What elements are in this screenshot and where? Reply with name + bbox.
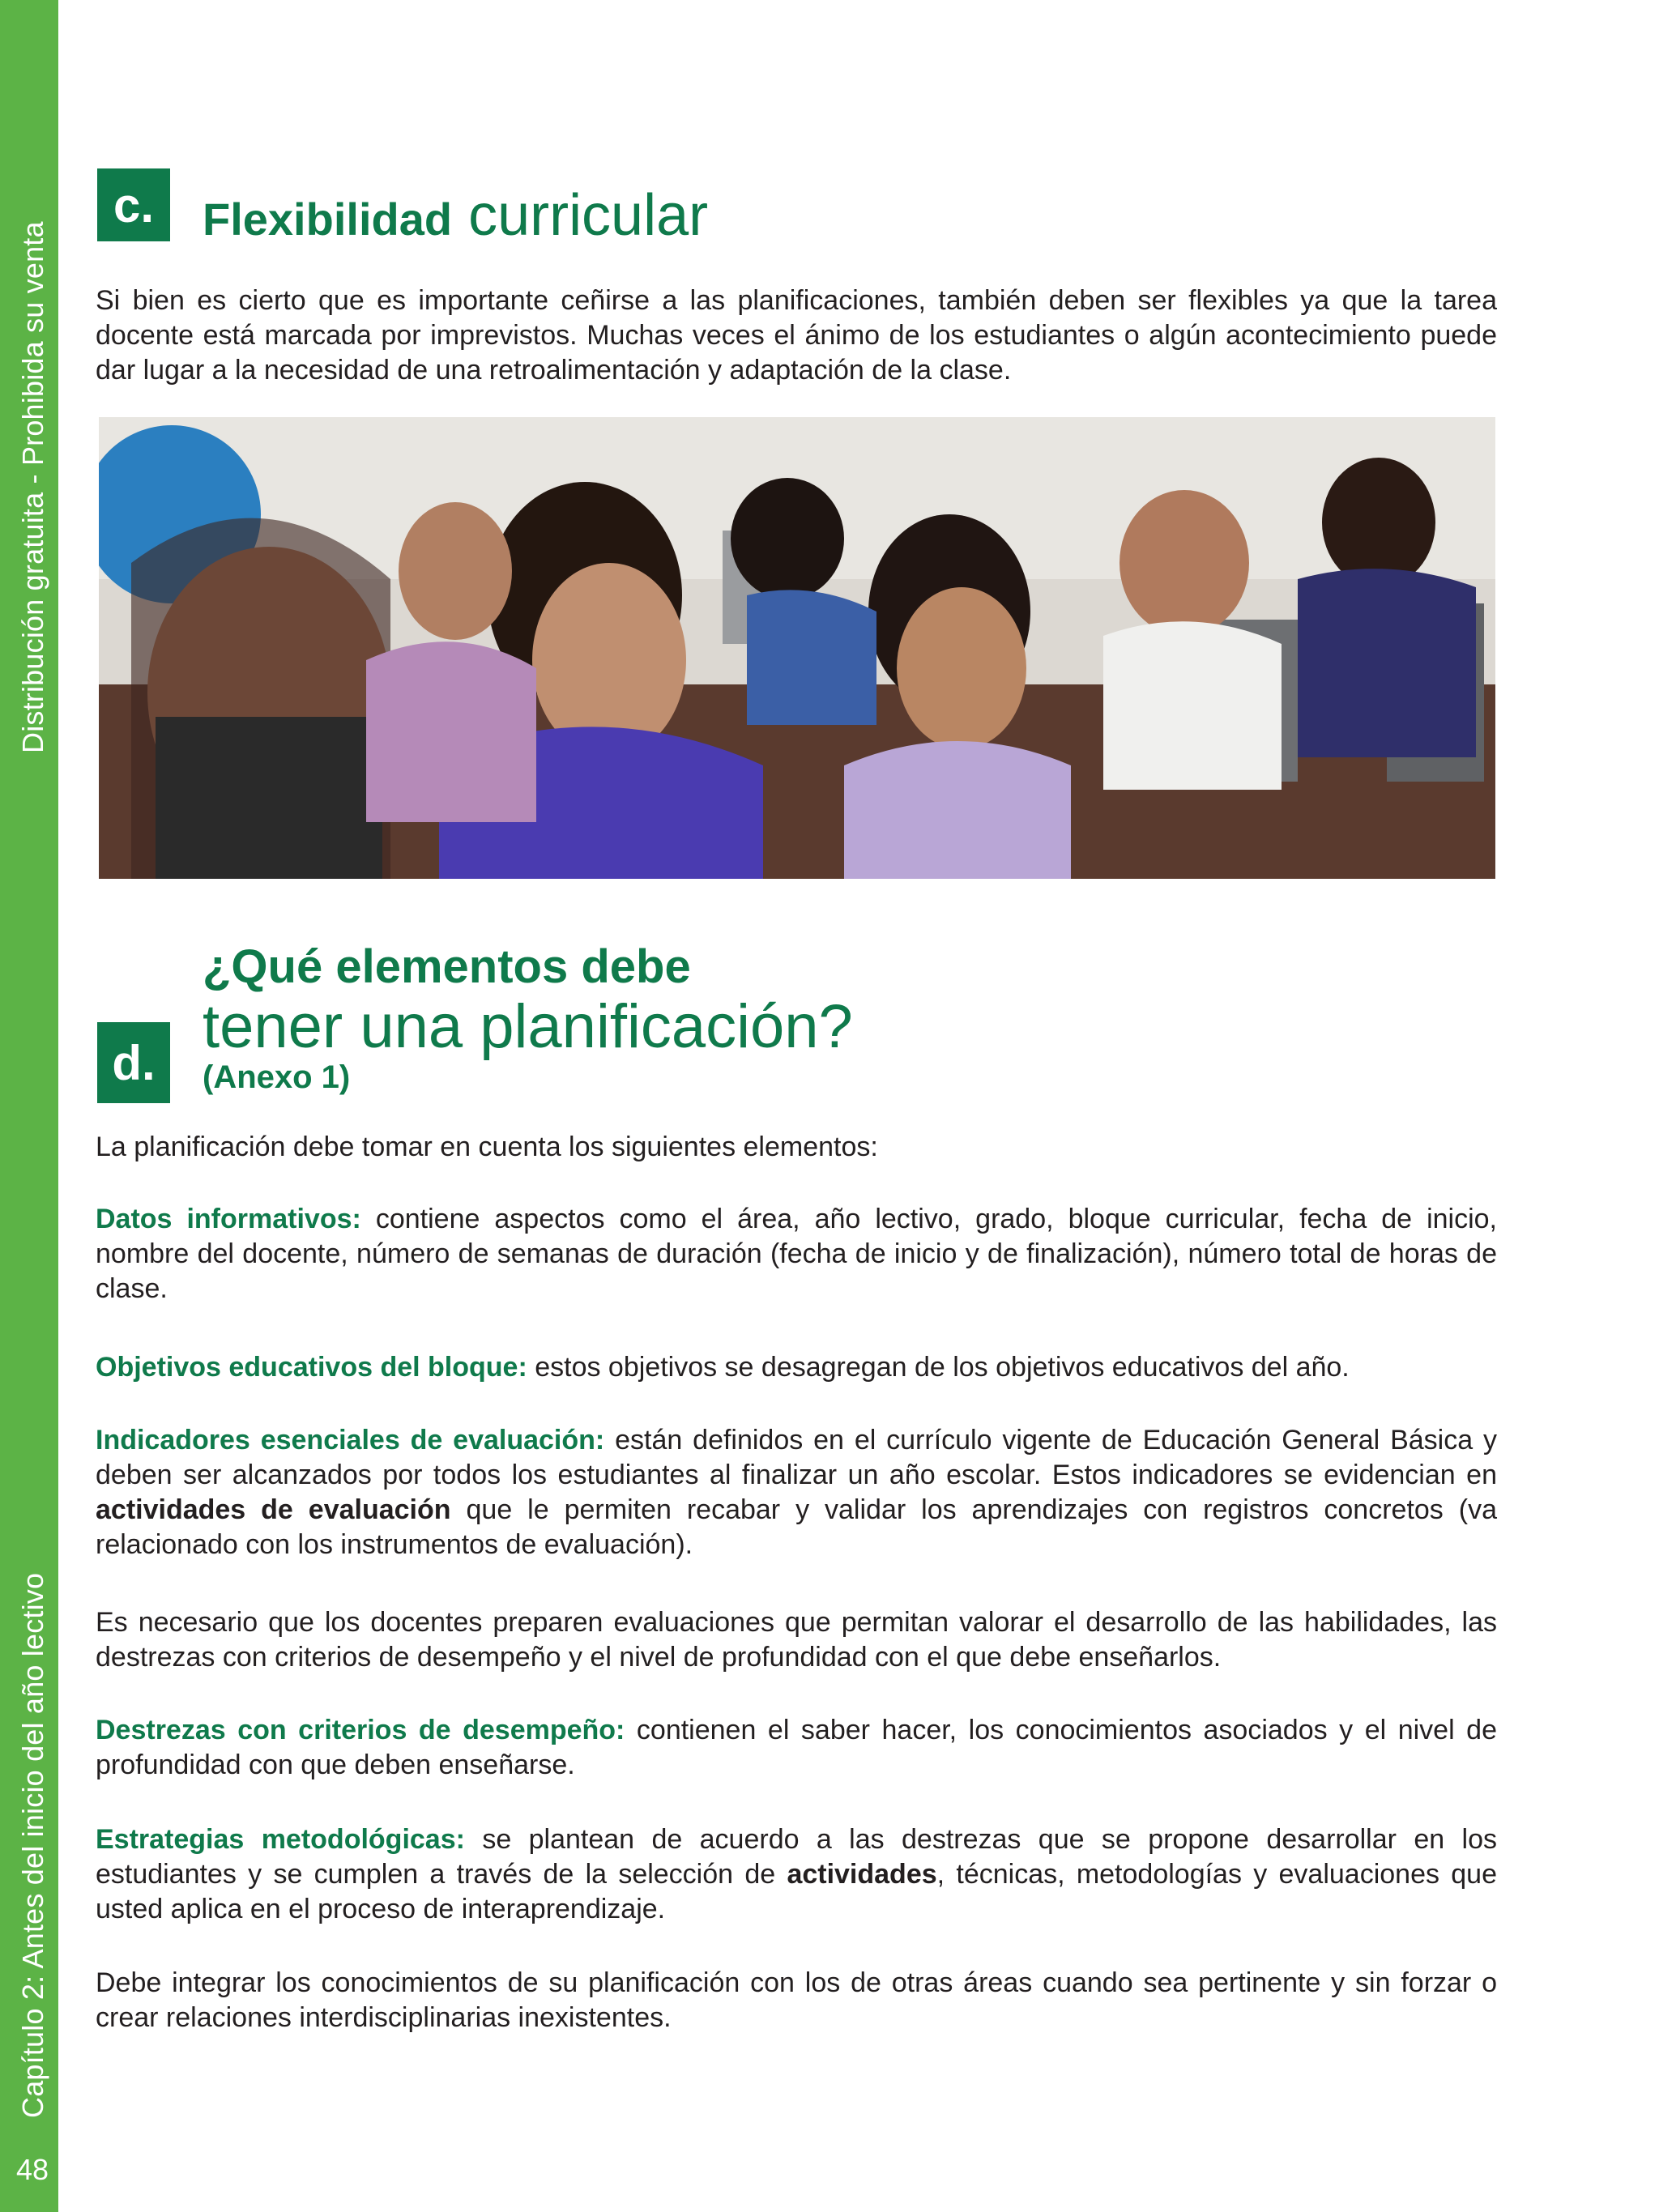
indicadores-strong: actividades de evaluación: [96, 1494, 451, 1525]
indicadores-text-2: que le permiten recabar y validar los aprendizajes con registros concretos (va relacionado con los instrumentos de evaluación).: [96, 1494, 1497, 1560]
destrezas-paragraph: [96, 1713, 1497, 1783]
section-c-badge: c.: [97, 168, 170, 241]
estrategias-strong: actividades: [787, 1859, 937, 1890]
indicadores-paragraph: [96, 1423, 1497, 1562]
indicadores-text-1: están definidos en el currículo vigente de Educación General Básica y deben ser alcanzados por todos los estudiantes al finalizar un año escolar. Estos indicadores se evidencian en: [96, 1425, 1498, 1490]
section-c-paragraph: Si bien es cierto que es importante ceñirse a las planificaciones, también deben ser flexibles ya que la tarea docente está marcada por imprevistos. Muchas veces el ánimo de los estudiantes o algún acontecimiento puede dar lugar a la necesidad de una retroalimentación y adaptación de la clase.: [96, 285, 1497, 386]
objetivos-term: Objetivos educativos del bloque:: [96, 1352, 527, 1383]
section-d-intro: La planificación debe tomar en cuenta los siguientes elementos:: [96, 1132, 878, 1162]
destrezas-term: Destrezas con criterios de desempeño:: [96, 1715, 625, 1745]
section-d-badge: d.: [97, 1022, 170, 1103]
datos-informativos-paragraph: [96, 1202, 1497, 1306]
section-d-title-line1: ¿Qué elementos debe: [203, 940, 691, 993]
estrategias-term: Estrategias metodológicas:: [96, 1824, 465, 1855]
destrezas-text: contienen el saber hacer, los conocimientos asociados y el nivel de profundidad con que deben enseñarse.: [96, 1715, 1497, 1780]
estrategias-text-2: , técnicas, metodologías y evaluaciones que usted aplica en el proceso de interaprendizaje.: [96, 1859, 1497, 1924]
objetivos-paragraph: [96, 1350, 1497, 1385]
estrategias-paragraph: [96, 1822, 1497, 1927]
indicadores-term: Indicadores esenciales de evaluación:: [96, 1425, 605, 1455]
section-d-title-line2: tener una planificación?: [203, 992, 853, 1061]
sidebar-chapter-label: Capítulo 2: Antes del inicio del año lectivo: [16, 1572, 49, 2118]
objetivos-text: estos objetivos se desagregan de los objetivos educativos del año.: [527, 1352, 1350, 1383]
necesario-paragraph: Es necesario que los docentes preparen evaluaciones que permitan valorar el desarrollo de las habilidades, las destrezas con criterios de desempeño y el nivel de profundidad con el que debe enseñarlos.: [96, 1607, 1497, 1673]
section-c-title: [203, 182, 708, 249]
section-d-title-annex: (Anexo 1): [203, 1059, 351, 1095]
estrategias-text-1: se plantean de acuerdo a las destrezas que se propone desarrollar en los estudiantes y se cumplen a través de la selección de: [96, 1824, 1497, 1890]
section-c-title-bold: Flexibilidad: [203, 194, 453, 245]
sidebar-distribution-notice: Distribución gratuita - Prohibida su venta: [16, 221, 49, 753]
integrar-paragraph: Debe integrar los conocimientos de su planificación con los de otras áreas cuando sea pertinente y sin forzar o crear relaciones interdisciplinarias inexistentes.: [96, 1967, 1497, 2033]
classroom-photo: [99, 417, 1495, 879]
page-number: 48: [16, 2153, 49, 2186]
section-c-title-light: curricular: [452, 183, 709, 248]
datos-informativos-term: Datos informativos:: [96, 1204, 361, 1234]
datos-informativos-text: contiene aspectos como el área, año lectivo, grado, bloque curricular, fecha de inicio, nombre del docente, número de semanas de duración (fecha de inicio y de finalización), número total de horas de clase.: [96, 1204, 1497, 1304]
